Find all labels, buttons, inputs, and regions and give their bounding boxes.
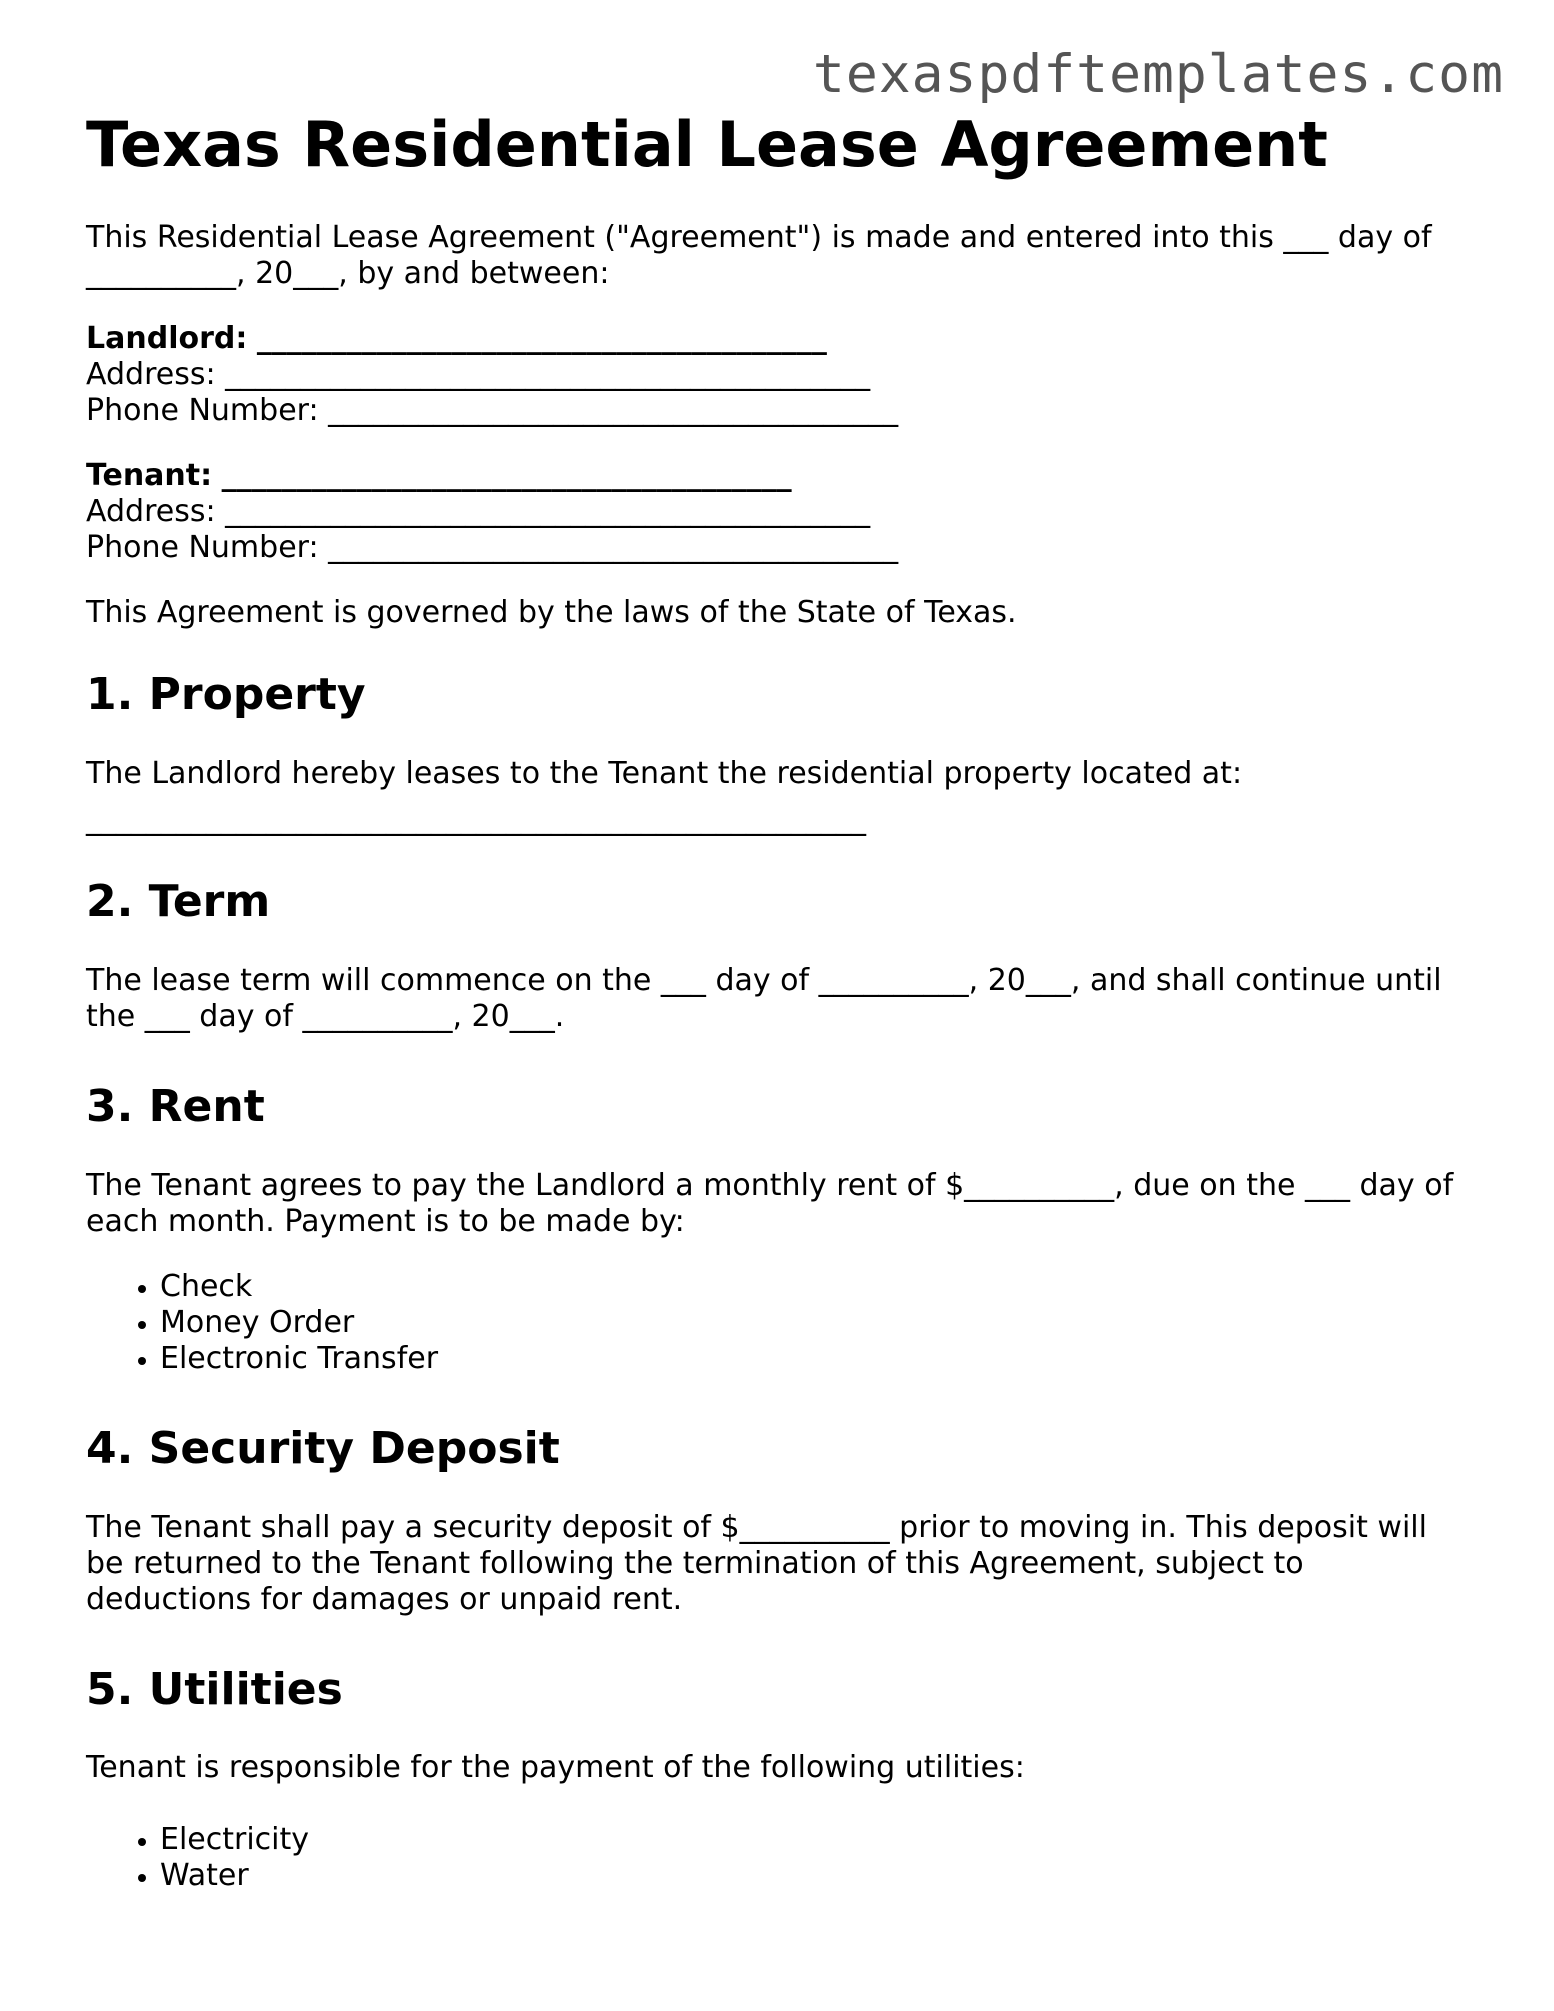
landlord-address-line [86, 357, 1466, 393]
landlord-address-blank: ___________________________________________ [225, 357, 871, 393]
landlord-name-line [86, 321, 1466, 357]
tenant-block [86, 458, 1466, 566]
landlord-label: Landlord: [86, 321, 248, 357]
landlord-phone-blank: ______________________________________ [328, 393, 899, 429]
document-title: Texas Residential Lease Agreement [86, 108, 1328, 181]
tenant-label: Tenant: [86, 458, 213, 494]
section-heading-property: 1. Property [86, 669, 366, 721]
governing-law-text: This Agreement is governed by the laws of the State of Texas. [86, 595, 1017, 631]
section-heading-term: 2. Term [86, 876, 271, 928]
tenant-address-label: Address: [86, 494, 216, 530]
tenant-address-line [86, 494, 1466, 530]
utilities-text: Tenant is responsible for the payment of the following utilities: [86, 1750, 1025, 1786]
landlord-phone-label: Phone Number: [86, 393, 319, 429]
tenant-address-blank: ___________________________________________ [225, 494, 871, 530]
property-address-blank: ____________________________________________________ [86, 802, 866, 838]
list-item: • Check [160, 1269, 1466, 1305]
section-heading-rent: 3. Rent [86, 1080, 265, 1132]
list-item: • Money Order [160, 1305, 1466, 1341]
landlord-block [86, 321, 1466, 429]
landlord-address-label: Address: [86, 357, 216, 393]
tenant-name-line [86, 458, 1466, 494]
tenant-name-blank: ______________________________________ [221, 458, 792, 494]
payment-methods-list [86, 1269, 1466, 1377]
tenant-phone-line [86, 530, 1466, 566]
landlord-name-blank: ______________________________________ [256, 321, 827, 357]
list-item: • Water [160, 1858, 1466, 1894]
security-deposit-text: The Tenant shall pay a security deposit of $__________ prior to moving in. This deposit will be returned to the Tenant following the termination of this Agreement, subject to deductions for damages or unpaid rent. [86, 1509, 1427, 1617]
rent-text: The Tenant agrees to pay the Landlord a monthly rent of $__________, due on the ___ day of each month. Payment is to be made by: [86, 1167, 1454, 1239]
list-item: • Electricity [160, 1822, 1466, 1858]
term-text: The lease term will commence on the ___ day of __________, 20___, and shall continue until the ___ day of __________, 20___. [86, 962, 1442, 1034]
section-heading-utilities: 5. Utilities [86, 1663, 343, 1715]
landlord-phone-line [86, 393, 1466, 429]
list-item: • Electronic Transfer [160, 1341, 1466, 1377]
property-text: The Landlord hereby leases to the Tenant the residential property located at: [86, 756, 1243, 792]
intro-paragraph: This Residential Lease Agreement ("Agreement") is made and entered into this ___ day of __________, 20___, by and between: [86, 220, 1432, 292]
watermark: texaspdftemplates.com [812, 44, 1504, 105]
utilities-list [86, 1822, 1466, 1894]
document-page [86, 108, 1466, 1940]
tenant-phone-label: Phone Number: [86, 530, 319, 566]
section-heading-security-deposit: 4. Security Deposit [86, 1422, 560, 1474]
tenant-phone-blank: ______________________________________ [328, 530, 899, 566]
